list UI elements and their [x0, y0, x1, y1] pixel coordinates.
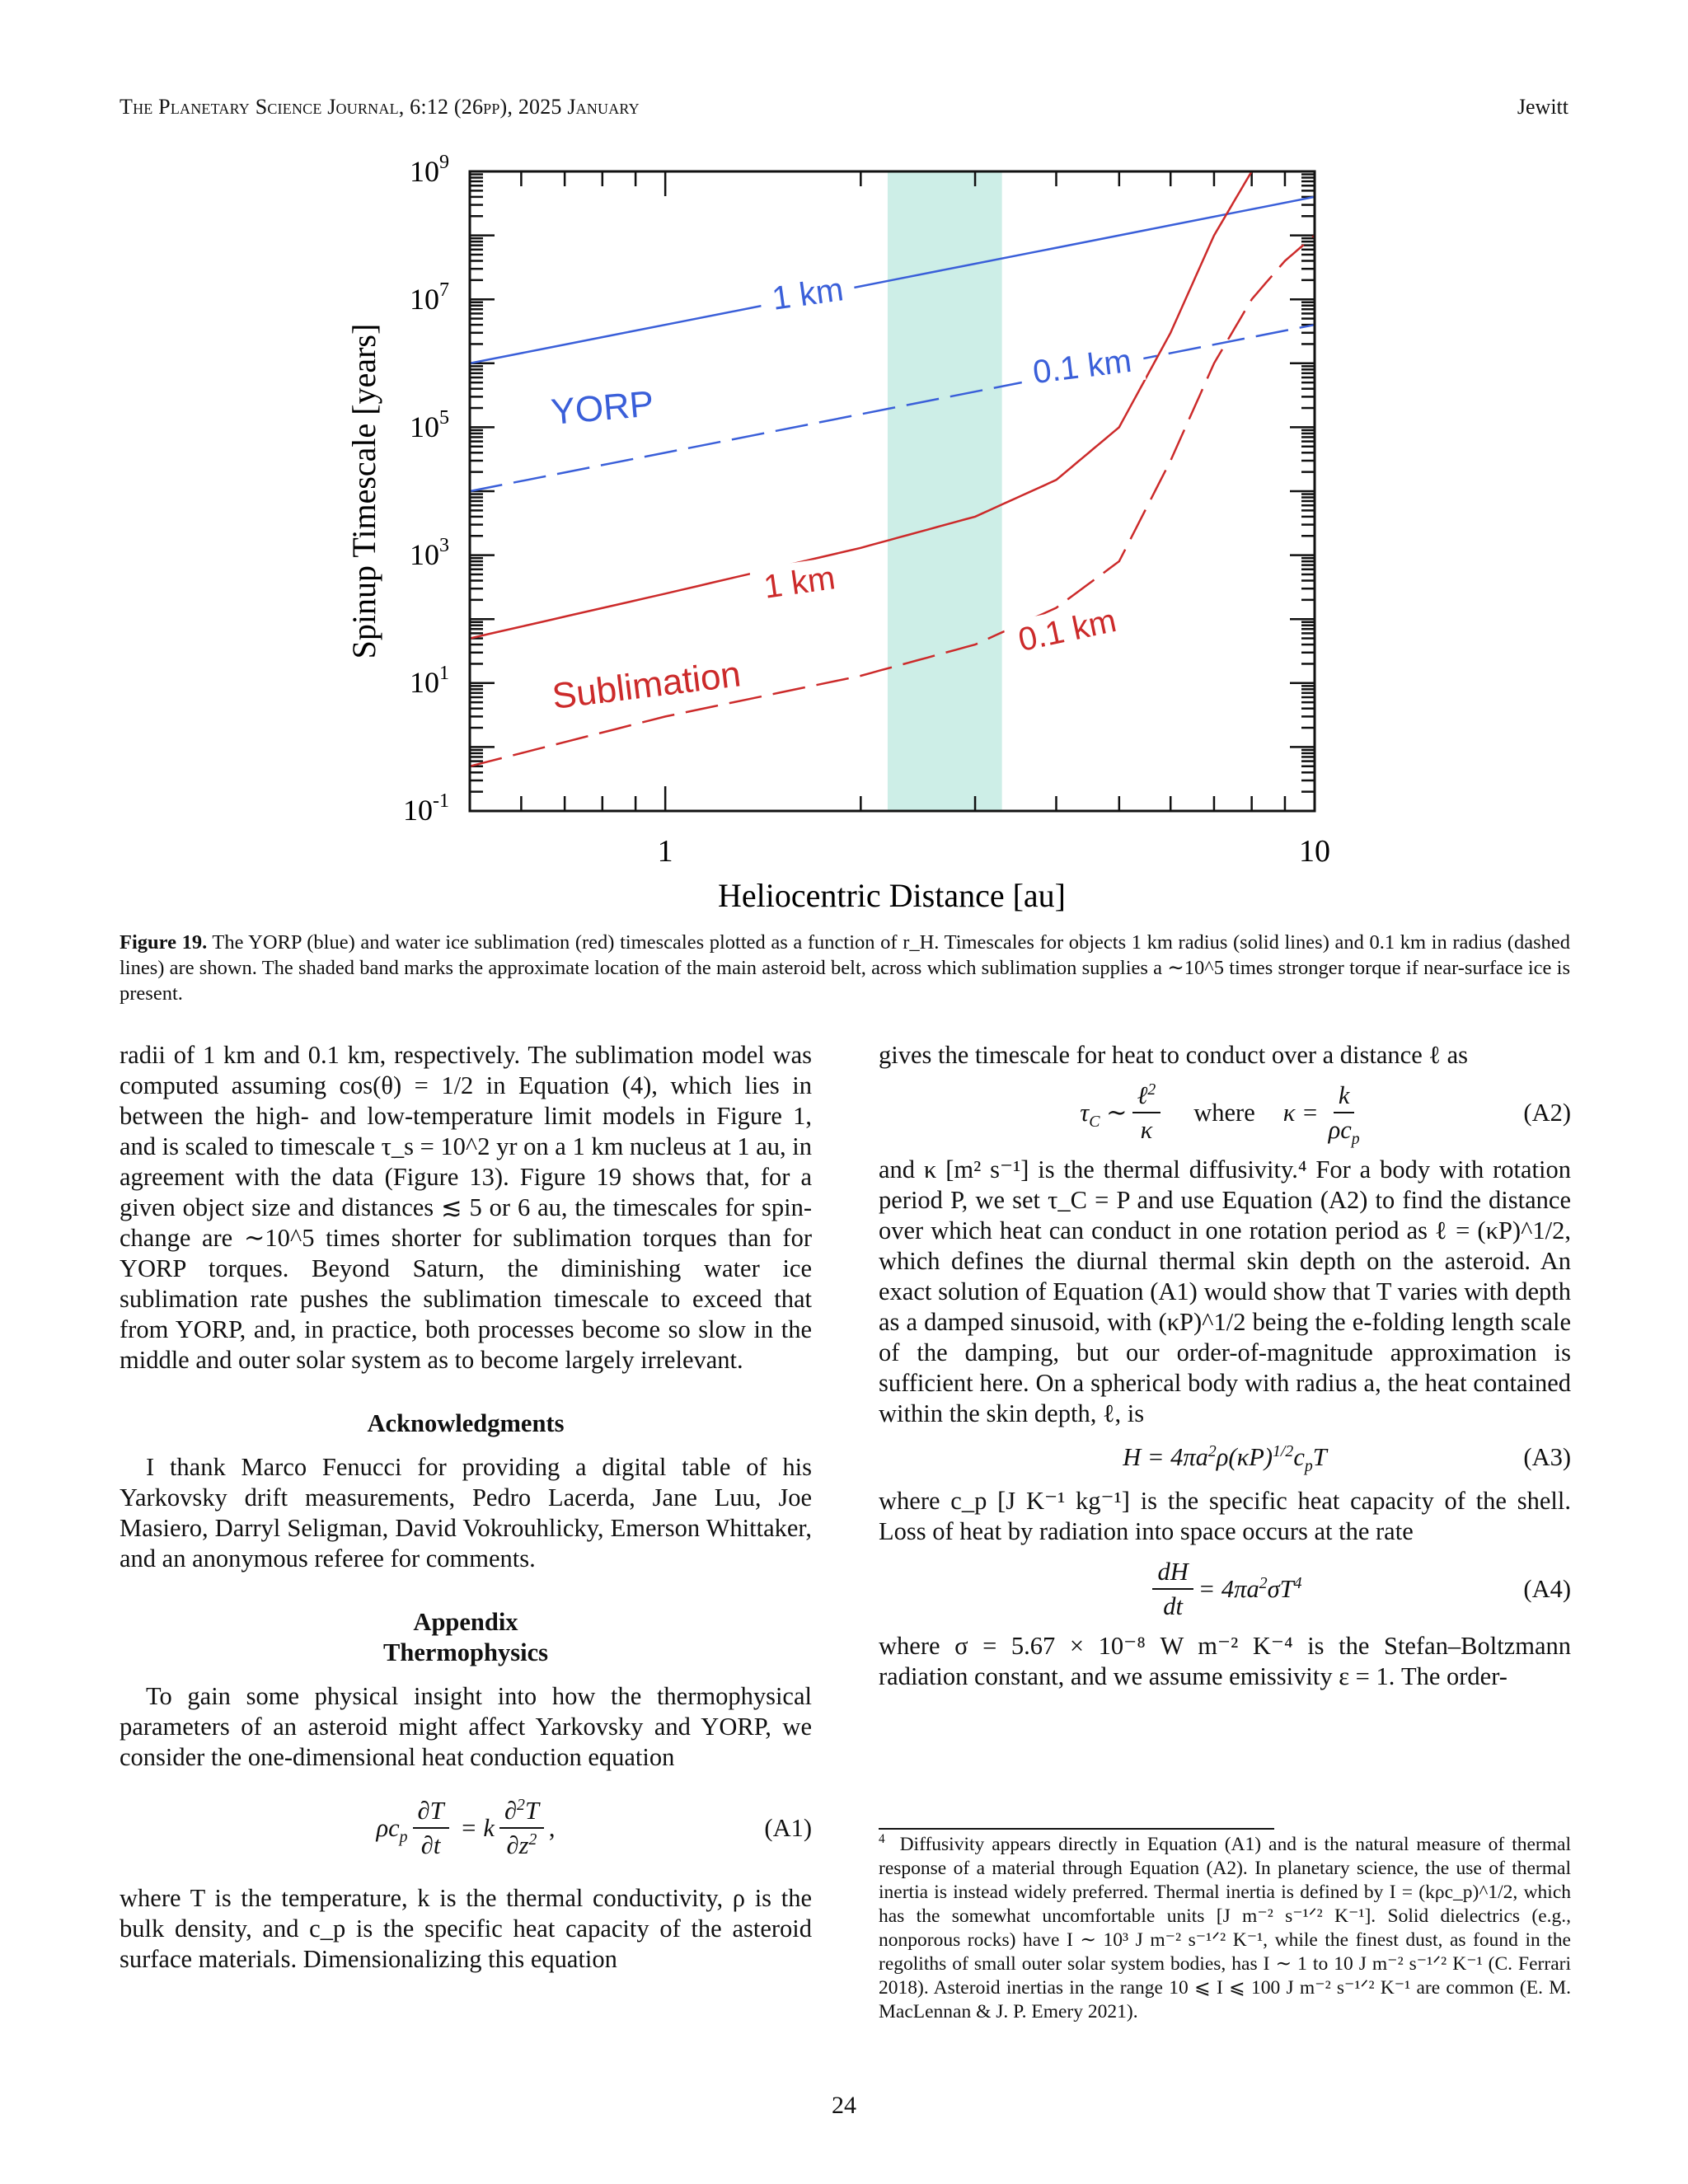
- footnote-mark: 4: [879, 1832, 885, 1847]
- label-yorp-0.1km: 0.1 km: [1030, 342, 1134, 391]
- left-column: [120, 1040, 812, 1975]
- appendix-paragraph-2: where T is the temperature, k is the thermal conductivity, ρ is the bulk density, and c_p is the specific heat capacity of the asteroid surface materials. Dimensionalizing this equation: [120, 1884, 812, 1973]
- footnote-text: Diffusivity appears directly in Equation (A1) and is the natural measure of thermal response of a material through Equation (A2). In planetary science, the use of thermal inertia is instead widely preferred. Thermal inertia is defined by I = (kρc_p)^1/2, which has the somewhat uncomfortable units [J m⁻² s⁻¹ᐟ² K⁻¹]. Solid dielectrics (e.g., nonporous rocks) have I ∼ 10³ J m⁻² s⁻¹ᐟ² K⁻¹, while the finest dust, as found in the regoliths of small outer solar system bodies, has I ∼ 1 to 10 J m⁻² s⁻¹ᐟ² K⁻¹ (C. Ferrari 2018). Asteroid inertias in the range 10 ⩽ I ⩽ 100 J m⁻² s⁻¹ᐟ² K⁻¹ are common (E. M. MacLennan & J. P. Emery 2021).: [879, 1834, 1571, 2022]
- label-sub-0.1km: 0.1 km: [1015, 602, 1120, 658]
- x-tick-label-10: 10: [1299, 834, 1330, 869]
- appendix-heading: [120, 1607, 812, 1668]
- equation-a4-number: (A4): [1523, 1574, 1571, 1603]
- label-yorp-group: YORP: [549, 383, 656, 433]
- label-yorp-1km: 1 km: [770, 271, 846, 317]
- page-number: 24: [832, 2092, 856, 2119]
- paragraph-heat-capacity: where c_p [J K⁻¹ kg⁻¹] is the specific heat capacity of the shell. Loss of heat by radiation into space occurs at the rate: [879, 1487, 1571, 1545]
- label-sub-1km: 1 km: [762, 560, 837, 606]
- equation-a2-number: (A2): [1523, 1098, 1571, 1127]
- y-tick-label-1e9: $10^9$: [410, 152, 449, 188]
- caption-text: The YORP (blue) and water ice sublimation (red) timescales plotted as a function of r_H. Timescales for objects 1 km radius (solid lines) and 0.1 km in radius (dashed lines) are shown. The shaded band marks the approximate location of the main asteroid belt, across which sublimation supplies a ∼10^5 times stronger torque if near-surface ice is present.: [120, 931, 1570, 1005]
- right-column: [879, 1040, 1571, 1692]
- x-tick-label-1: 1: [657, 834, 673, 869]
- equation-a2-where: where: [1193, 1098, 1255, 1127]
- footnote-4: [879, 1833, 1571, 2024]
- paragraph-heat-timescale: gives the timescale for heat to conduct over a distance ℓ as: [879, 1041, 1468, 1069]
- equation-a3: $H = 4\pi a^2\rho(\kappa P)^{1/2}c_pT$ (A3): [1123, 1441, 1571, 1476]
- paragraph-stefan-boltzmann: where σ = 5.67 × 10⁻⁸ W m⁻² K⁻⁴ is the Stefan–Boltzmann radiation constant, and we assume emissivity ε = 1. The order-: [879, 1632, 1571, 1690]
- footnote-rule: [879, 1828, 1274, 1830]
- equation-a2: $\tau_C$ ∼ $\frac{\ell^2}{\kappa}$ where κ = $\frac{k}{\rho c_p}$ (A2): [1080, 1080, 1571, 1149]
- figure-caption: [120, 930, 1570, 1006]
- y-tick-label-1e-1: $10^{-1}$: [403, 790, 449, 827]
- author-name: Jewitt: [1517, 95, 1568, 119]
- acknowledgments-text: I thank Marco Fenucci for providing a digital table of his Yarkovsky drift measurements, Pedro Lacerda, Jane Luu, Joe Masiero, Darryl Seligman, David Vokrouhlicky, Emerson Whittaker, and an anonymous referee for comments.: [120, 1453, 812, 1572]
- journal-name: The Planetary Science Journal, 6:12 (26pp), 2025 January: [120, 95, 640, 119]
- equation-a1: $\rho c_p$ $\frac{\partial T}{\partial t}$ = k $\frac{\partial^2T}{\partial z^2}$ , (A1): [376, 1795, 812, 1859]
- appendix-subtitle: Thermophysics: [383, 1638, 548, 1666]
- caption-label: Figure 19.: [120, 931, 208, 954]
- x-axis-label: Heliocentric Distance [au]: [717, 877, 1067, 914]
- y-tick-label-1e3: $10^3$: [410, 535, 449, 571]
- asteroid-belt-band: [888, 171, 1002, 811]
- paragraph-diffusivity: and κ [m² s⁻¹] is the thermal diffusivity.⁴ For a body with rotation period P, we set τ_C = P and use Equation (A2) to find the distance over which heat can conduct in one rotation period as ℓ = (κP)^1/2, which defines the diurnal thermal skin depth on the asteroid. An exact solution of Equation (A1) would show that T varies with depth as a damped sinusoid, with (κP)^1/2 being the e-folding length scale of the damping, but our order-of-magnitude approximation is sufficient here. On a spherical body with radius a, the heat contained within the skin depth, ℓ, is: [879, 1155, 1571, 1427]
- figure-19-chart: [0, 0, 1688, 923]
- y-axis-label: Spinup Timescale [years]: [345, 323, 382, 659]
- equation-a4: $\frac{dH}{dt}$ = $4\pi a^2\sigma T^4$ (A4): [879, 1555, 1571, 1623]
- appendix-title: Appendix: [413, 1608, 518, 1636]
- equation-a3-number: (A3): [1523, 1443, 1571, 1471]
- label-sublimation-group: Sublimation: [550, 654, 743, 717]
- y-tick-label-1e5: $10^5$: [410, 407, 449, 443]
- appendix-paragraph-1: To gain some physical insight into how the thermophysical parameters of an asteroid might affect Yarkovsky and YORP, we consider the one-dimensional heat conduction equation: [120, 1682, 812, 1771]
- acknowledgments-heading: Acknowledgments: [367, 1409, 565, 1437]
- y-tick-label-1e1: $10^1$: [410, 663, 449, 699]
- paragraph-results: radii of 1 km and 0.1 km, respectively. The sublimation model was computed assuming cos(θ) = 1/2 in Equation (4), which lies in between the high- and low-temperature limit models in Figure 1, and is scaled to timescale τ_s = 10^2 yr on a 1 km nucleus at 1 au, in agreement with the data (Figure 13). Figure 19 shows that, for a given object size and distances ≲ 5 or 6 au, the timescales for spin-change are ∼10^5 times shorter for sublimation torques than for YORP torques. Beyond Saturn, the diminishing water ice sublimation rate pushes the sublimation timescale to exceed that from YORP, and, in practice, both processes become so slow in the middle and outer solar system as to become largely irrelevant.: [120, 1041, 812, 1374]
- y-tick-label-1e7: $10^7$: [410, 279, 449, 316]
- equation-a1-number: (A1): [764, 1813, 812, 1842]
